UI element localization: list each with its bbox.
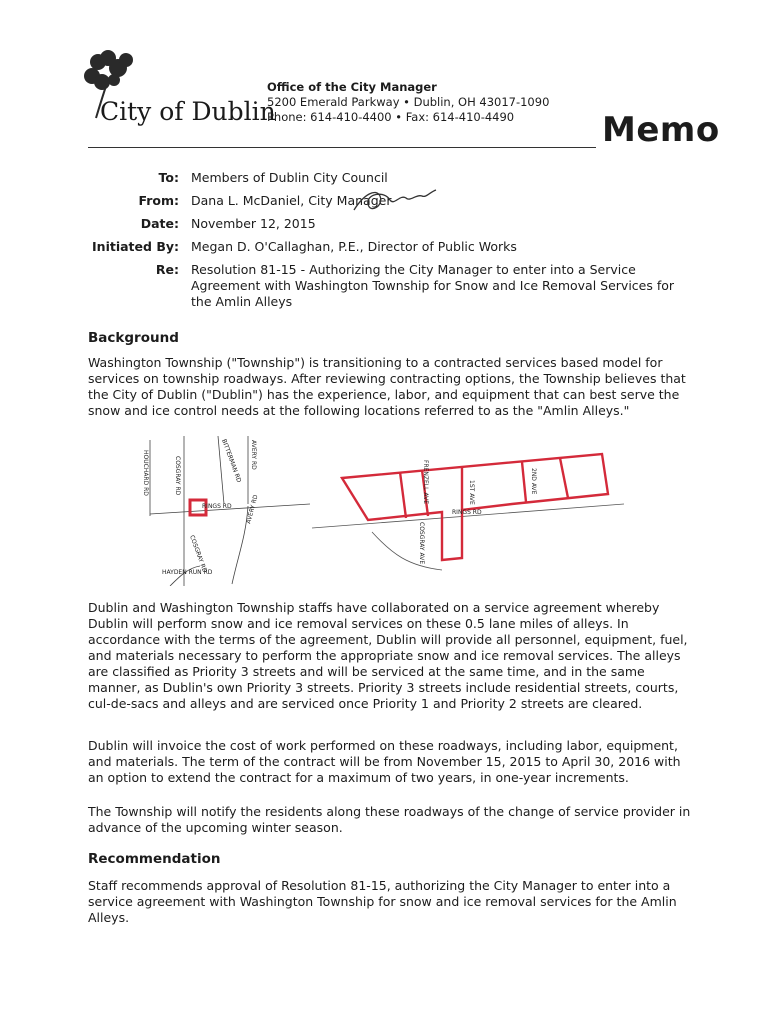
- header-divider: [88, 147, 596, 148]
- field-date: [60, 216, 700, 232]
- field-label: Initiated By:: [92, 239, 179, 254]
- location-map: [110, 436, 310, 586]
- map-label-2nd-ave: 2ND AVE: [530, 468, 537, 495]
- alley-outline: [342, 454, 608, 560]
- map-label-rings-rd: RINGS RD: [452, 509, 482, 516]
- map-label-hayden-run: HAYDEN RUN RD: [162, 569, 213, 576]
- field-label: Re:: [155, 262, 179, 277]
- field-re: [60, 262, 700, 310]
- signature-icon: [350, 184, 440, 218]
- city-name: City of Dublin: [100, 97, 276, 126]
- map-label-frenzell: FRENZELL AVE: [422, 460, 429, 505]
- field-value: November 12, 2015: [191, 216, 316, 231]
- office-title: Office of the City Manager: [267, 80, 437, 94]
- office-address: 5200 Emerald Parkway • Dublin, OH 43017-1090: [267, 95, 550, 109]
- office-info: [267, 80, 549, 125]
- detail-map: [312, 436, 624, 586]
- field-initiated-by: [60, 239, 700, 255]
- field-value: Members of Dublin City Council: [191, 170, 388, 185]
- map-label-cosgray-ave: COSGRAY AVE: [418, 522, 425, 565]
- background-paragraph-3: Dublin will invoice the cost of work performed on these roadways, including labor, equipment, and materials. The term of the contract will be from November 15, 2015 to April 30, 2016 with an option to extend the contract for a maximum of two years, in one-year increments.: [88, 738, 681, 785]
- map-label-avery-south: AVERY RD: [245, 493, 260, 525]
- map-label-bitterman: BITTERMAN RD: [220, 438, 243, 484]
- field-value: Dana L. McDaniel, City Manager: [191, 193, 392, 208]
- memo-title: Memo: [602, 110, 720, 150]
- map-label-1st-ave: 1ST AVE: [468, 480, 475, 505]
- field-value: Megan D. O'Callaghan, P.E., Director of Public Works: [191, 239, 517, 254]
- recommendation-paragraph: Staff recommends approval of Resolution 81-15, authorizing the City Manager to enter into a service agreement with Washington Township for snow and ice removal services for the Amlin Alleys.: [88, 878, 677, 925]
- recommendation-heading: Recommendation: [88, 851, 221, 867]
- field-label: From:: [138, 193, 179, 208]
- office-phone-fax: Phone: 614-410-4400 • Fax: 614-410-4490: [267, 110, 515, 124]
- map-label-rings: RINGS RD: [202, 503, 232, 510]
- field-label: To:: [158, 170, 179, 185]
- field-value: Resolution 81-15 - Authorizing the City Manager to enter into a Service Agreement with Washington Township for Snow and Ice Removal Services for the Amlin Alleys: [191, 262, 675, 309]
- map-label-cosgray-south: COSGRAY RD: [188, 534, 209, 574]
- background-heading: Background: [88, 330, 179, 346]
- map-label-avery-north: AVERY RD: [250, 440, 257, 470]
- field-label: Date:: [140, 216, 179, 231]
- map-label-houchard: HOUCHARD RD: [142, 450, 149, 496]
- background-paragraph-2: Dublin and Washington Township staffs have collaborated on a service agreement whereby Dublin will perform snow and ice removal services on these 0.5 lane miles of alleys. In accordance with the terms of the agreement, Dublin will provide all personnel, equipment, fuel, and materials necessary to perform the appropriate snow and ice removal services. The alleys are classified as Priority 3 streets and will be serviced at the same time, and in the same manner, as Dublin's own Priority 3 streets. Priority 3 streets include residential streets, courts, cul-de-sacs and alleys and are serviced once Priority 1 and Priority 2 streets are cleared.: [88, 600, 688, 711]
- background-paragraph-1: Washington Township ("Township") is transitioning to a contracted services based model for services on township roadways. After reviewing contracting options, the Township believes that the City of Dublin ("Dublin") has the experience, labor, and equipment that can best serve the snow and ice control needs at the following locations referred to as the "Amlin Alleys.": [88, 355, 686, 418]
- background-paragraph-4: The Township will notify the residents along these roadways of the change of service provider in advance of the upcoming winter season.: [88, 804, 691, 835]
- map-label-cosgray: COSGRAY RD: [174, 456, 181, 496]
